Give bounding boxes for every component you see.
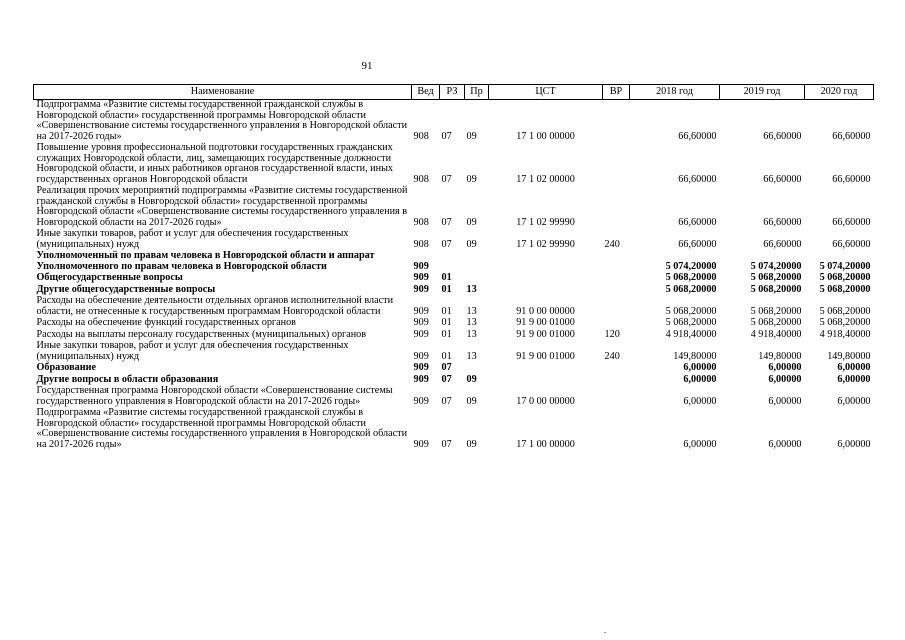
cell-2019: 5 068,20000: [750, 283, 802, 295]
cell-cst: [489, 273, 603, 285]
cell-ved: 909: [413, 260, 429, 272]
cell-vr: [603, 363, 630, 375]
header-2018: 2018 год: [630, 85, 720, 100]
cell-pr: 09: [466, 216, 477, 228]
header-vr: ВР: [603, 85, 630, 100]
cell-pr: 13: [466, 328, 477, 340]
cell-name: Иные закупки товаров, работ и услуг для обеспечения государственных (муниципальных) нужд: [36, 340, 349, 362]
header-2020: 2020 год: [805, 85, 874, 100]
cell-2018: 149,80000: [673, 350, 717, 362]
cell-name: Расходы на обеспечение функций государственных органов: [36, 317, 296, 328]
table-header: [34, 85, 874, 100]
cell-rz: 07: [441, 438, 452, 450]
cell-2018: 5 068,20000: [665, 305, 717, 317]
cell-pr: [465, 251, 489, 273]
cell-rz: 01: [441, 328, 452, 340]
cell-name: Образование: [36, 362, 97, 373]
cell-cst: 17 1 00 00000: [516, 130, 575, 142]
cell-pr: 09: [466, 130, 477, 142]
cell-2020: 5 074,20000: [819, 260, 871, 272]
cell-rz: 07: [441, 216, 452, 228]
cell-vr: [603, 273, 630, 285]
cell-rz: 07: [441, 238, 452, 250]
cell-2019: 5 068,20000: [750, 272, 802, 283]
cell-pr: [465, 363, 489, 375]
cell-2019: 5 074,20000: [750, 260, 802, 272]
cell-cst: 91 0 00 00000: [516, 305, 575, 317]
cell-cst: 17 0 00 00000: [516, 395, 575, 407]
table-row: [34, 408, 874, 451]
cell-rz: 01: [441, 317, 452, 328]
cell-pr: 09: [466, 173, 477, 185]
cell-2018: 5 068,20000: [665, 283, 717, 295]
cell-vr: 240: [604, 238, 620, 250]
cell-name: Уполномоченный по правам человека в Новгородской области и аппарат Уполномоченного по правам человека в Новгородской области: [36, 250, 375, 272]
table-row: [34, 296, 874, 318]
cell-2019: 5 068,20000: [750, 305, 802, 317]
cell-vr: [603, 285, 630, 297]
cell-rz: 01: [441, 283, 452, 295]
cell-2018: 66,60000: [678, 216, 717, 228]
cell-vr: 240: [604, 350, 620, 362]
cell-2018: 66,60000: [678, 130, 717, 142]
cell-name: Иные закупки товаров, работ и услуг для обеспечения государственных (муниципальных) нужд: [36, 228, 349, 250]
cell-pr: 09: [466, 238, 477, 250]
table-row: [34, 273, 874, 285]
cell-2019: 6,00000: [768, 362, 802, 373]
cell-pr: [465, 273, 489, 285]
cell-vr: [603, 186, 630, 229]
cell-vr: [603, 251, 630, 273]
cell-rz: 07: [441, 373, 452, 385]
header-name: Наименование: [34, 85, 412, 100]
cell-ved: 909: [413, 438, 429, 450]
cell-2020: 5 068,20000: [819, 272, 871, 283]
header-2019: 2019 год: [720, 85, 805, 100]
cell-pr: 09: [466, 373, 477, 385]
cell-2018: 66,60000: [678, 173, 717, 185]
cell-2018: 6,00000: [683, 373, 717, 385]
cell-2019: 149,80000: [758, 350, 802, 362]
cell-2018: 5 068,20000: [665, 272, 717, 283]
cell-2019: 5 068,20000: [750, 317, 802, 328]
cell-2020: 6,00000: [837, 395, 871, 407]
cell-name: Другие вопросы в области образования: [36, 373, 219, 385]
cell-name: Расходы на выплаты персоналу государственных (муниципальных) органов: [36, 328, 367, 340]
table-row: [34, 251, 874, 273]
cell-2020: 66,60000: [832, 173, 871, 185]
header-cst: ЦСТ: [489, 85, 603, 100]
cell-2020: 6,00000: [837, 438, 871, 450]
cell-2018: 5 068,20000: [665, 317, 717, 328]
cell-rz: 01: [441, 305, 452, 317]
cell-pr: 13: [466, 350, 477, 362]
cell-ved: 909: [413, 328, 429, 340]
cell-cst: 91 9 00 01000: [516, 328, 575, 340]
cell-pr: 13: [466, 305, 477, 317]
cell-2020: 66,60000: [832, 216, 871, 228]
cell-ved: 909: [413, 272, 429, 283]
cell-2020: 149,80000: [827, 350, 871, 362]
cell-2018: 4 918,40000: [665, 328, 717, 340]
budget-table: [33, 84, 874, 451]
header-rz: РЗ: [440, 85, 465, 100]
cell-rz: [440, 251, 465, 273]
cell-rz: 07: [441, 395, 452, 407]
cell-cst: [489, 251, 603, 273]
cell-vr: [603, 318, 630, 330]
cell-cst: [489, 285, 603, 297]
cell-rz: 07: [441, 130, 452, 142]
cell-rz: 07: [441, 362, 452, 373]
cell-ved: 909: [413, 395, 429, 407]
table-body: [34, 100, 874, 452]
cell-2019: 6,00000: [768, 395, 802, 407]
cell-ved: 909: [413, 373, 429, 385]
cell-cst: 91 9 00 01000: [516, 317, 575, 328]
cell-ved: 909: [413, 283, 429, 295]
cell-vr: [603, 296, 630, 318]
cell-cst: 91 9 00 01000: [516, 350, 575, 362]
cell-cst: [489, 375, 603, 387]
scan-artifact: [604, 632, 606, 633]
cell-vr: [603, 100, 630, 144]
cell-2019: 4 918,40000: [750, 328, 802, 340]
cell-rz: 07: [441, 173, 452, 185]
cell-2018: 6,00000: [683, 362, 717, 373]
cell-ved: 908: [413, 238, 429, 250]
cell-2019: 6,00000: [768, 373, 802, 385]
header-row: [34, 85, 874, 100]
cell-pr: 09: [466, 438, 477, 450]
cell-name: Подпрограмма «Развитие системы государственной гражданской службы в Новгородской области» государственной программы Новгородской области «Совершенствование системы государственного управления в Новгородской области на 2017-2026 годы»: [36, 407, 408, 450]
cell-pr: 13: [466, 283, 477, 295]
header-ved: Вед: [412, 85, 440, 100]
cell-2018: 6,00000: [683, 395, 717, 407]
cell-pr: 09: [466, 395, 477, 407]
cell-2020: 6,00000: [837, 362, 871, 373]
cell-2018: 5 074,20000: [665, 260, 717, 272]
cell-name: Общегосударственные вопросы: [36, 272, 183, 283]
cell-name: Реализация прочих мероприятий подпрограммы «Развитие системы государственной гражданской службы в Новгородской области» государственной программы Новгородской области «Совершенствование системы государственного управления в Новгородской области на 2017-2026 годы»: [36, 185, 408, 228]
cell-rz: 01: [441, 350, 452, 362]
cell-cst: 17 1 02 99990: [516, 216, 575, 228]
cell-2019: 66,60000: [763, 238, 802, 250]
table-row: [34, 229, 874, 251]
cell-cst: [489, 363, 603, 375]
table-row: [34, 363, 874, 375]
cell-2020: 4 918,40000: [819, 328, 871, 340]
cell-cst: 17 1 00 00000: [516, 438, 575, 450]
cell-ved: 909: [413, 350, 429, 362]
cell-cst: 17 1 02 99990: [516, 238, 575, 250]
cell-cst: 17 1 02 00000: [516, 173, 575, 185]
cell-name: Другие общегосударственные вопросы: [36, 283, 216, 295]
cell-name: Подпрограмма «Развитие системы государственной гражданской службы в Новгородской области» государственной программы Новгородской области «Совершенствование системы государственного управления в Новгородской области на 2017-2026 годы»: [36, 99, 408, 142]
cell-vr: [603, 143, 630, 186]
cell-2020: 5 068,20000: [819, 305, 871, 317]
page-number: 91: [361, 60, 373, 72]
cell-2019: 66,60000: [763, 216, 802, 228]
cell-ved: 909: [413, 317, 429, 328]
cell-2018: 66,60000: [678, 238, 717, 250]
cell-2019: 66,60000: [763, 173, 802, 185]
table-row: [34, 100, 874, 144]
table-row: [34, 386, 874, 408]
cell-name: Повышение уровня профессиональной подготовки государственных гражданских служащих Новгородской области, лиц, замещающих государственные должности Новгородской области, и иных работников органов государственной власти, иных государственных органов Новгородской области: [36, 142, 394, 185]
cell-vr: [603, 386, 630, 408]
table-row: [34, 186, 874, 229]
table-row: [34, 341, 874, 363]
cell-name: Расходы на обеспечение деятельности отдельных органов исполнительной власти области, не отнесенные к государственным программам Новгородской области: [36, 295, 394, 317]
cell-2018: 6,00000: [683, 438, 717, 450]
cell-2020: 5 068,20000: [819, 317, 871, 328]
cell-vr: [603, 408, 630, 451]
cell-vr: 120: [604, 328, 620, 340]
cell-ved: 908: [413, 130, 429, 142]
table-row: [34, 143, 874, 186]
cell-rz: 01: [441, 272, 452, 283]
cell-ved: 909: [413, 305, 429, 317]
cell-vr: [603, 375, 630, 387]
cell-ved: 909: [413, 362, 429, 373]
cell-2020: 5 068,20000: [819, 283, 871, 295]
cell-pr: 13: [466, 317, 477, 328]
cell-2020: 66,60000: [832, 130, 871, 142]
cell-name: Государственная программа Новгородской области «Совершенствование системы государственного управления в Новгородской области на 2017-2026 годы»: [36, 385, 393, 407]
cell-ved: 908: [413, 173, 429, 185]
cell-2020: 6,00000: [837, 373, 871, 385]
cell-ved: 908: [413, 216, 429, 228]
header-pr: Пр: [465, 85, 489, 100]
cell-2019: 6,00000: [768, 438, 802, 450]
cell-2019: 66,60000: [763, 130, 802, 142]
table-row: [34, 318, 874, 330]
cell-2020: 66,60000: [832, 238, 871, 250]
